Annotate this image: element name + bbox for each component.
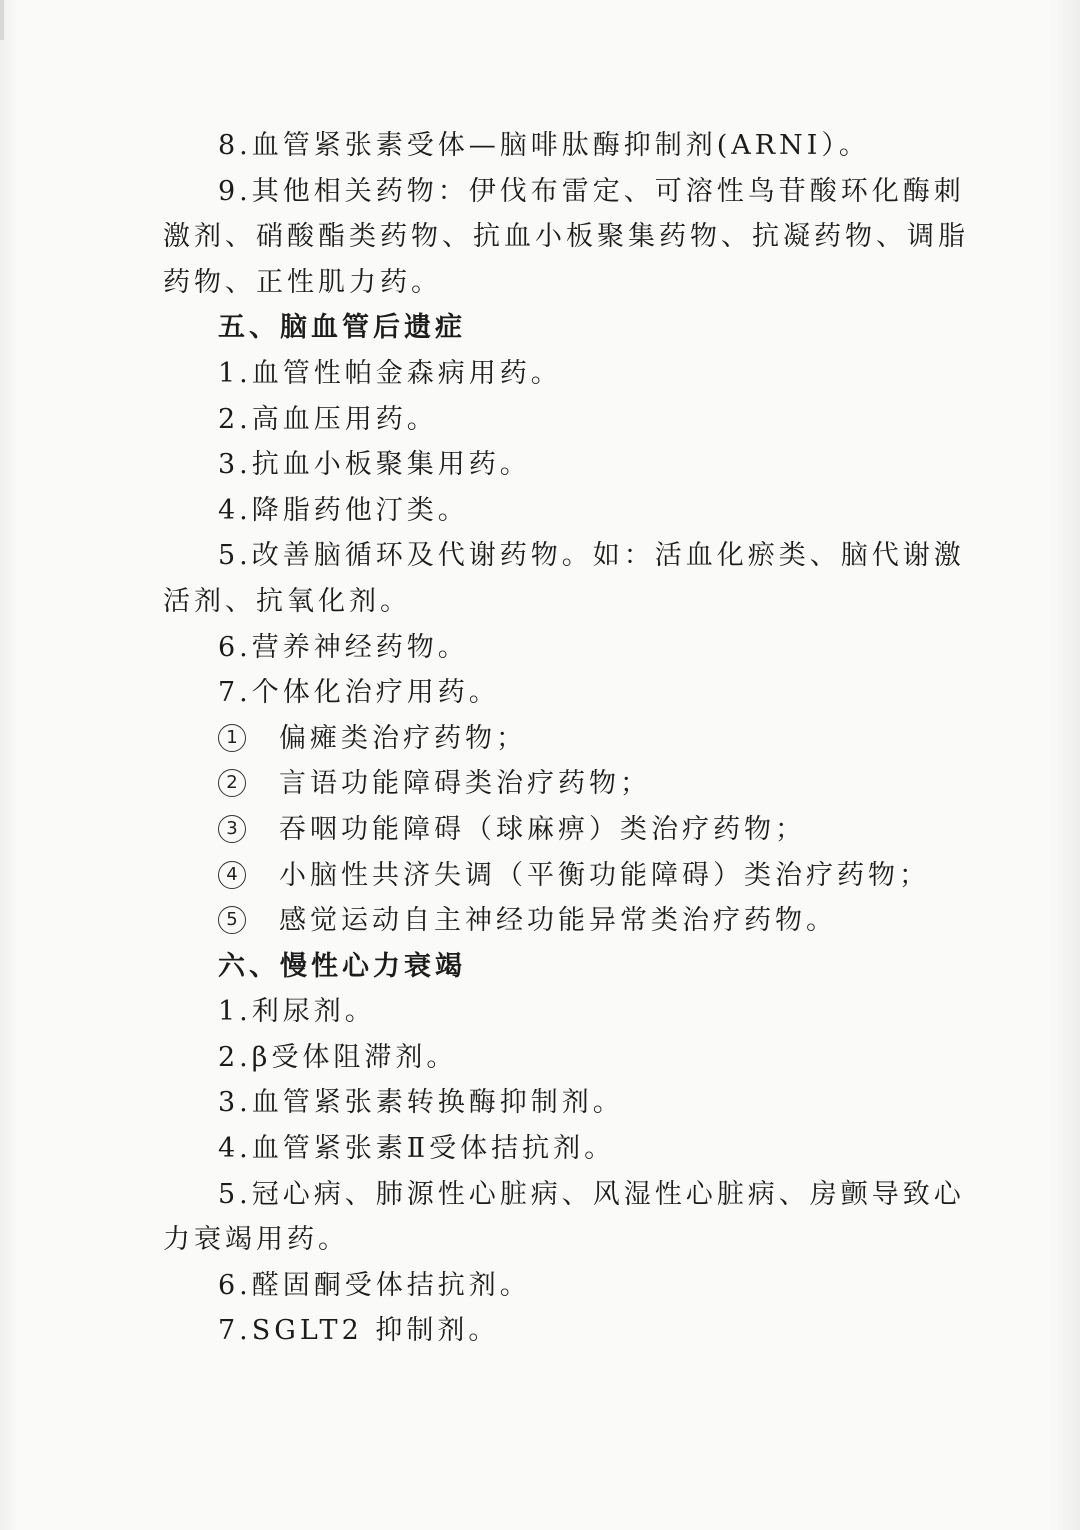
list-item-8-arni: 8.血管紧张素受体—脑啡肽酶抑制剂(ARNI）。 xyxy=(218,130,870,161)
circled-number: 3 xyxy=(218,815,246,843)
list-item: 3.抗血小板聚集用药。 xyxy=(218,449,531,481)
circled-number: 5 xyxy=(218,906,246,934)
sub-list-item-text: 感觉运动自主神经功能异常类治疗药物。 xyxy=(279,905,837,937)
sub-list-item-text: 偏瘫类治疗药物； xyxy=(279,722,527,754)
list-item: 7.SGLT2 抑制剂。 xyxy=(218,1315,500,1347)
list-item-9-continuation-1: 激剂、硝酸酯类药物、抗血小板聚集药物、抗凝药物、调脂 xyxy=(163,221,969,253)
sub-list-item-text: 吞咽功能障碍（球麻痹）类治疗药物； xyxy=(279,813,806,845)
list-item: 6.营养神经药物。 xyxy=(218,631,469,663)
list-item: 1.血管性帕金森病用药。 xyxy=(218,357,562,389)
circled-number: 4 xyxy=(218,861,246,889)
list-item-continuation: 力衰竭用药。 xyxy=(163,1224,349,1256)
list-item: 5.冠心病、肺源性心脏病、风湿性心脏病、房颤导致心 xyxy=(218,1178,965,1210)
list-item: 6.醛固酮受体拮抗剂。 xyxy=(218,1269,531,1301)
document-body xyxy=(0,123,1080,1354)
list-item: 3.血管紧张素转换酶抑制剂。 xyxy=(218,1087,624,1119)
list-item: 4.血管紧张素Ⅱ受体拮抗剂。 xyxy=(218,1133,616,1165)
scan-edge-mark xyxy=(0,0,4,40)
circled-number: 1 xyxy=(218,724,246,752)
sub-list-item xyxy=(0,853,1080,899)
sub-list-item xyxy=(0,898,1080,944)
list-item: 7.个体化治疗用药。 xyxy=(218,677,500,709)
circled-number: 2 xyxy=(218,769,246,797)
sub-list-item xyxy=(0,716,1080,762)
sub-list-item xyxy=(0,761,1080,807)
list-item-9-continuation-2: 药物、正性肌力药。 xyxy=(163,266,442,298)
sub-list-item xyxy=(0,807,1080,853)
sub-list-item-text: 小脑性共济失调（平衡功能障碍）类治疗药物； xyxy=(279,859,930,891)
list-item-9-other-drugs: 9.其他相关药物：伊伐布雷定、可溶性鸟苷酸环化酶刺 xyxy=(218,175,965,207)
section-heading-6: 六、慢性心力衰竭 xyxy=(218,950,466,982)
list-item: 1.利尿剂。 xyxy=(218,996,376,1028)
list-item: 2.β受体阻滞剂。 xyxy=(218,1041,458,1073)
section-heading-5: 五、脑血管后遗症 xyxy=(218,312,466,344)
list-item: 4.降脂药他汀类。 xyxy=(218,494,469,526)
list-item: 2.高血压用药。 xyxy=(218,403,438,435)
list-item-continuation: 活剂、抗氧化剂。 xyxy=(163,585,411,617)
list-item: 5.改善脑循环及代谢药物。如：活血化瘀类、脑代谢激 xyxy=(218,540,965,572)
sub-list-item-text: 言语功能障碍类治疗药物； xyxy=(279,768,651,800)
